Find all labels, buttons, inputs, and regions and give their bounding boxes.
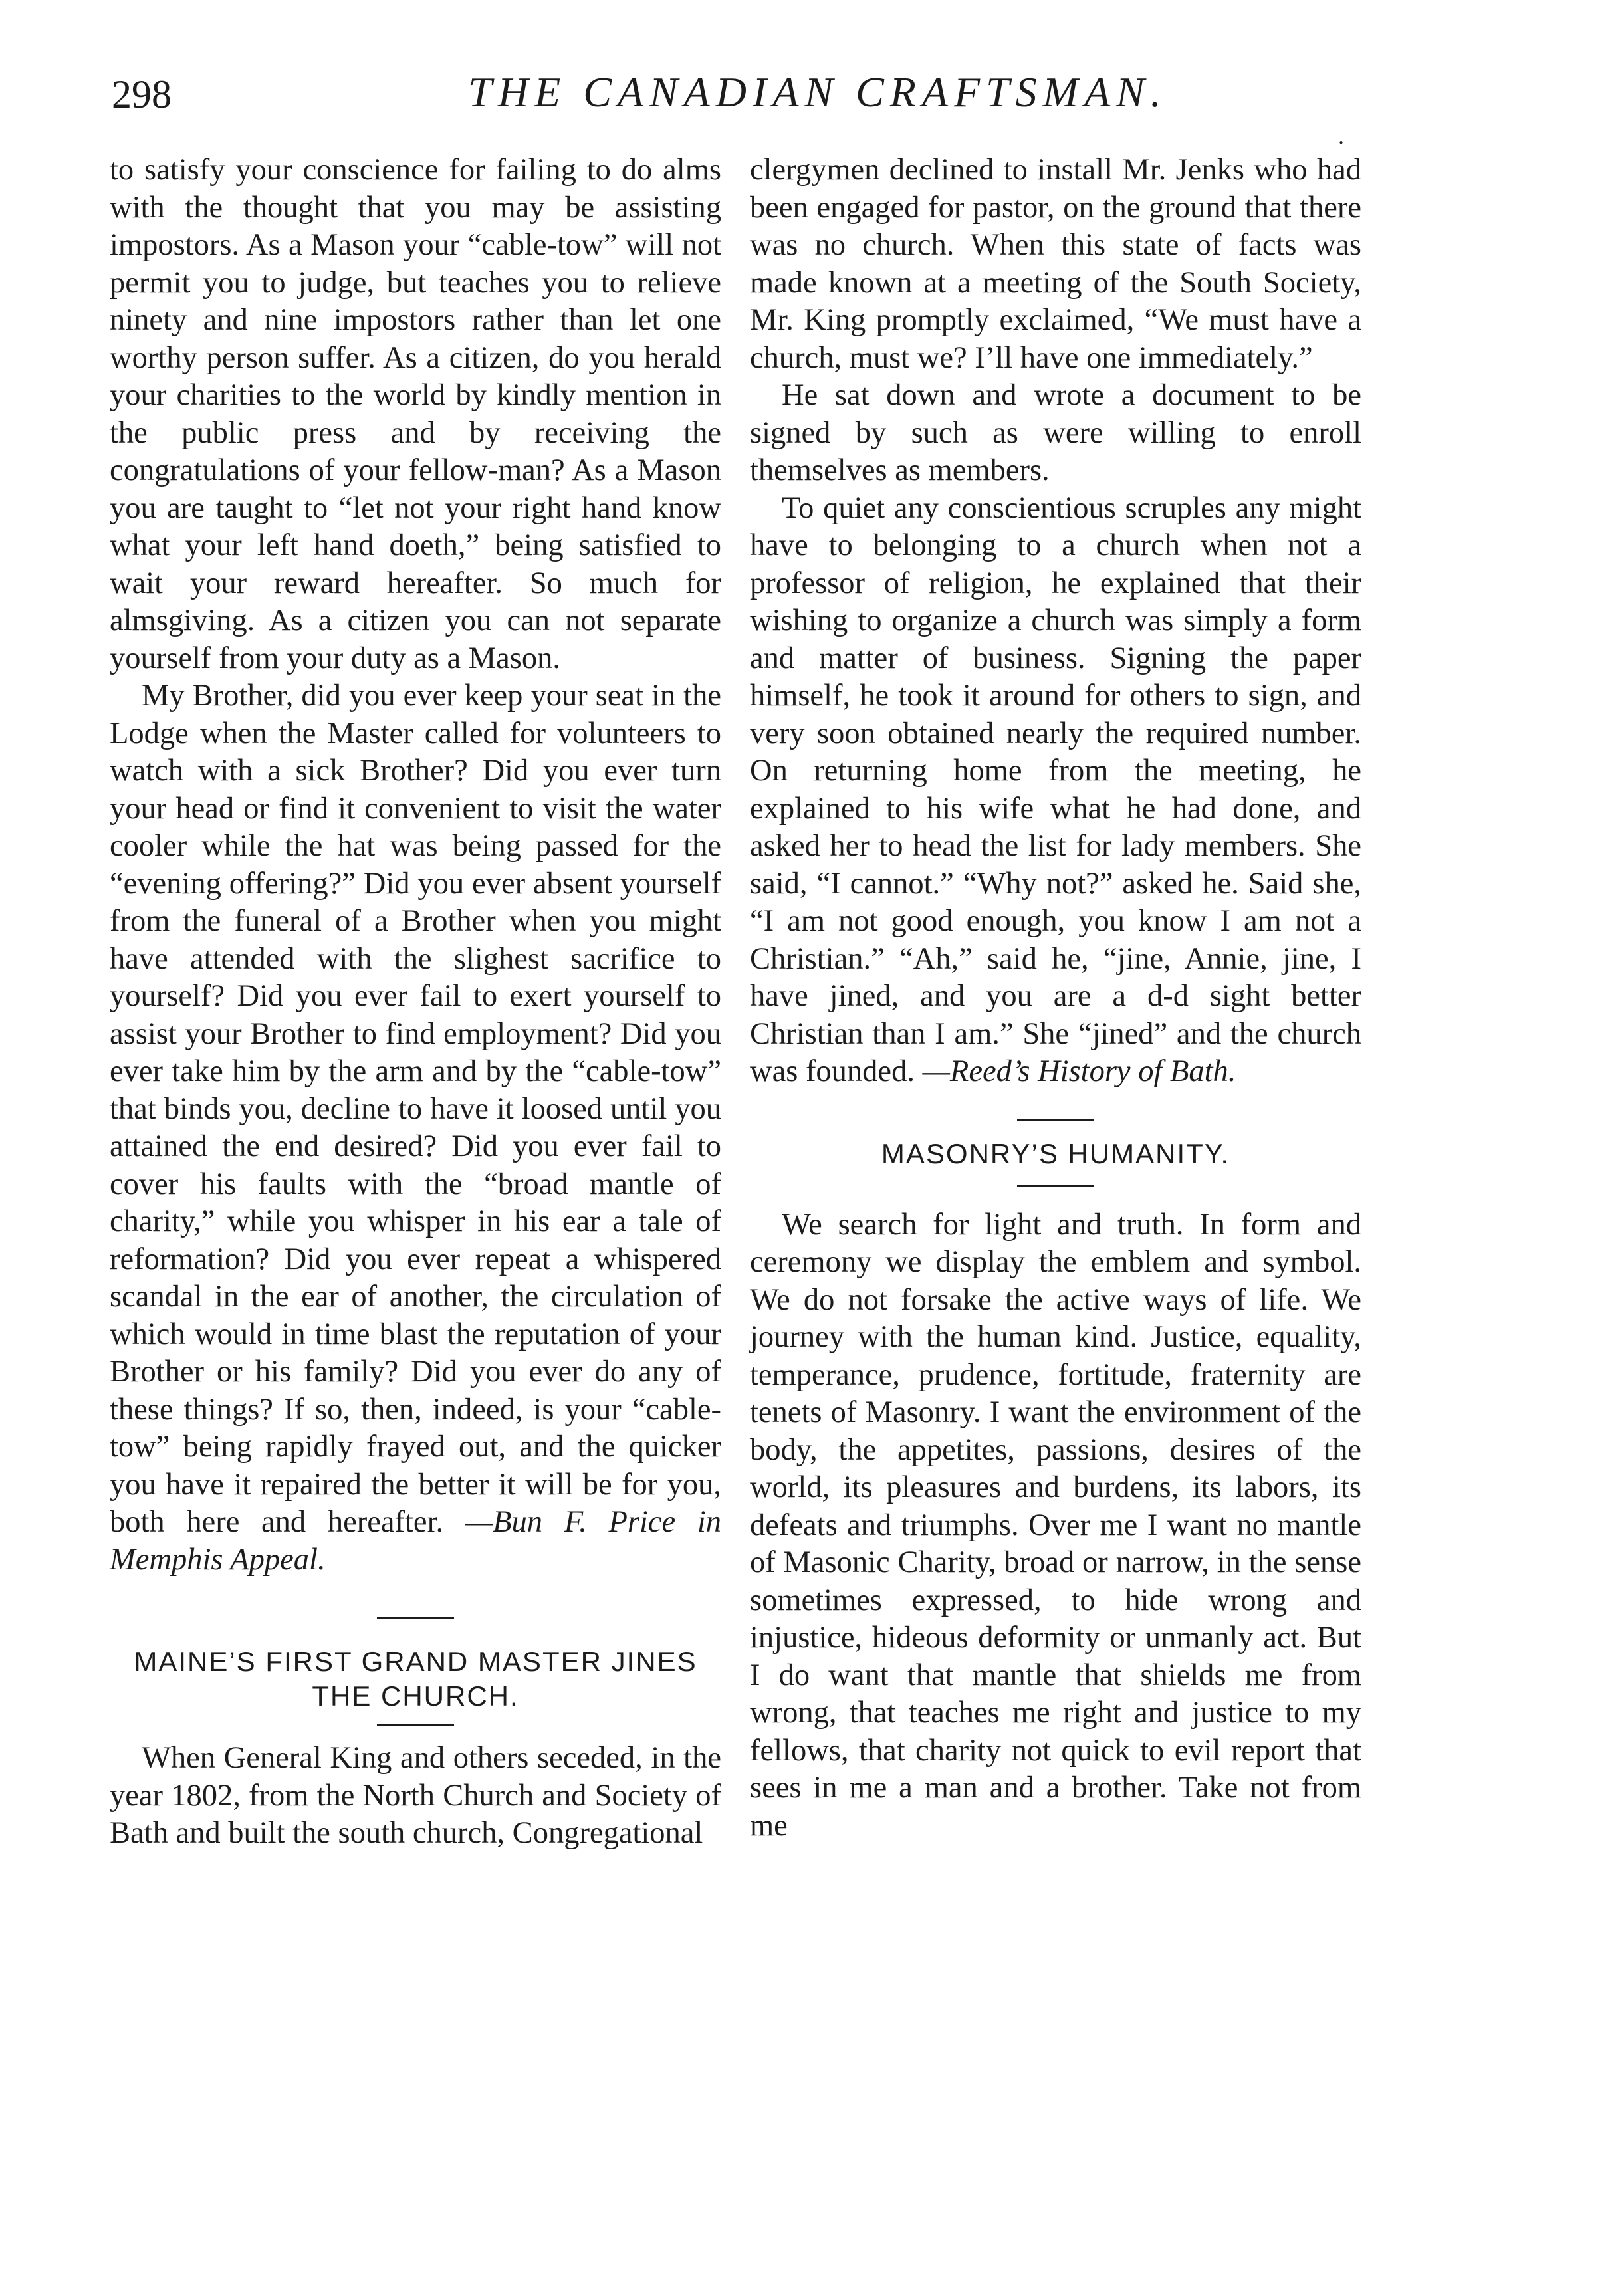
- right-column: [750, 152, 1361, 1845]
- paragraph-document: He sat down and wrote a document to be signed by such as were willing to enroll themselves as members.: [750, 378, 1361, 487]
- stray-mark: .: [1338, 122, 1344, 149]
- left-column: [110, 152, 721, 1853]
- page-header: [0, 0, 1624, 173]
- heading-masonrys-humanity: MASONRY’S HUMANITY.: [881, 1137, 1230, 1169]
- heading-maine-grand-master: MAINE’S FIRST GRAND MASTER JINES THE CHURCH.: [134, 1646, 697, 1712]
- paragraph-my-brother: [110, 677, 721, 1579]
- paragraph-scruples-text: To quiet any conscientious scruples any might have to belonging to a church when not a professor of religion, he explained that their wishing to organize a church was simply a form and matter of business. Signing the paper himself, he took it around for others to sign, and very soon obtained nearly the required number. On returning home from the meeting, he explained to his wife what he had done, and asked her to head the list for lady members. She said, “I cannot.” “Why not?” asked he. Said she, “I am not good enough, you know I am not a Christian.” “Ah,” said he, “jine, Annie, jine, I have jined, and you are a d-d sight better Christian than I am.” She “jined” and the church was founded.: [750, 491, 1361, 1088]
- paragraph-my-brother-text: My Brother, did you ever keep your seat in the Lodge when the Master called for volunteers to watch with a sick Brother? Did you ever turn your head or find it convenient to visit the water cooler while the hat was being passed for the “evening offering?” Did you ever absent yourself from the funeral of a Brother when you might have attended with the slighest sacrifice to yourself? Did you ever fail to exert yourself to assist your Brother to find employment? Did you ever take him by the arm and by the “cable-tow” that binds you, decline to have it loosed until you attained the end desired? Did you ever fail to cover his faults with the “broad mantle of charity,” while you whisper in his ear a tale of reformation? Did you ever repeat a whispered scandal in the ear of another, the circulation of which would in time blast the reputation of your Brother or his family? Did you ever do any of these things? If so, then, indeed, is your “cable-tow” being rapidly frayed out, and the quicker you have it repaired the better it will be for you, both here and hereafter.: [110, 679, 721, 1539]
- paragraph-clergymen: clergymen declined to install Mr. Jenks who had been engaged for pastor, on the ground that there was no church. When this state of facts was made known at a meeting of the South Society, Mr. King promptly exclaimed, “We must have a church, must we? I’ll have one immediately.”: [750, 153, 1361, 375]
- attribution-memphis-appeal: —Bun F. Price in Memphis Appeal.: [110, 1505, 721, 1577]
- running-title: THE CANADIAN CRAFTSMAN.: [468, 68, 1167, 116]
- paragraph-scruples: [750, 490, 1361, 1091]
- heading-underline: [1017, 1185, 1094, 1187]
- page-number: 298: [112, 72, 172, 116]
- paragraph-general-king: When General King and others seceded, in the year 1802, from the North Church and Society of Bath and built the south church, Congregational: [110, 1741, 721, 1850]
- section-divider: [377, 1617, 454, 1619]
- paragraph-search-light: We search for light and truth. In form and ceremony we display the emblem and symbol. We do not forsake the active ways of life. We journey with the human kind. Justice, equality, temperance, prudence, fortitude, fraternity are tenets of Masonry. I want the environment of the body, the appetites, passions, desires of the world, its pleasures and burdens, its labors, its defeats and triumphs. Over me I want no mantle of Masonic Charity, broad or narrow, in the sense sometimes expressed, to hide wrong and injustice, hideous deformity or unmanly act. But I do want that mantle that shields me from wrong, that teaches me right and justice to my fellows, that charity not quick to evil report that sees in me a man and a brother. Take not from me: [750, 1207, 1361, 1843]
- attribution-reeds-history: —Reed’s History of Bath.: [922, 1054, 1236, 1088]
- section-divider: [1017, 1119, 1094, 1121]
- paragraph-conscience: to satisfy your conscience for failing to do alms with the thought that you may be assisting impostors. As a Mason your “cable-tow” will not permit you to judge, but teaches you to relieve ninety and nine impostors rather than let one worthy person suffer. As a citizen, do you herald your charities to the world by kindly mention in the public press and by receiving the congratulations of your fellow-man? As a Mason you are taught to “let not your right hand know what your left hand doeth,” being satisfied to wait your reward hereafter. So much for almsgiving. As a citizen you can not separate yourself from your duty as a Mason.: [110, 153, 721, 675]
- heading-underline: [377, 1724, 454, 1726]
